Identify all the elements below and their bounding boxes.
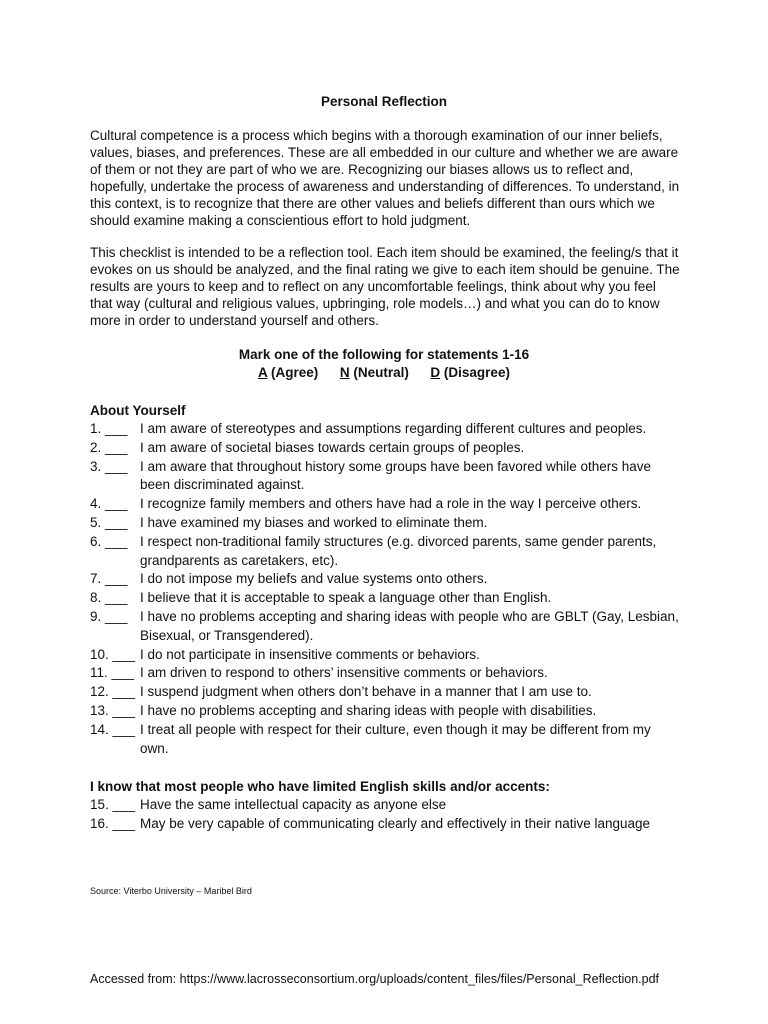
list-item (90, 589, 680, 608)
item-number: 11. ___ (90, 665, 135, 681)
item-number: 7. ___ (90, 571, 128, 587)
item-number: 14. ___ (90, 721, 136, 737)
checklist-paragraph: This checklist is intended to be a reflection tool. Each item should be examined, the feeling/s that it evokes on us should be analyzed, and the final rating we give to each item should be genuine. The results are yours to keep and to reflect on any uncomfortable feelings, think about why you feel that way (cultural and religious values, upbringing, role models…) and what you can do to know more in order to understand yourself and others. (90, 245, 680, 329)
item-text: I am driven to respond to others’ insensitive comments or behaviors. (140, 665, 548, 681)
list-item (90, 495, 680, 514)
instructions-line: Mark one of the following for statements 1-16 (238, 347, 530, 362)
key-letter-disagree: D (430, 365, 441, 380)
list-item (90, 458, 680, 496)
list-item (90, 439, 680, 458)
list-item (90, 514, 680, 533)
item-number: 1. ___ (90, 421, 128, 436)
list-item (90, 533, 680, 571)
item-number: 4. ___ (90, 496, 128, 512)
key-label-disagree: (Disagree) (443, 365, 510, 380)
item-text: I have no problems accepting and sharing ideas with people who are GBLT (Gay, Lesbian, Bisexual, or Transgendered). (140, 608, 679, 643)
list-item (90, 646, 680, 665)
item-number: 13. ___ (90, 702, 136, 718)
item-text: May be very capable of communicating clearly and effectively in their native language (140, 815, 651, 831)
statement-list-limited-english (90, 796, 680, 834)
item-text: I have no problems accepting and sharing ideas with people with disabilities. (140, 702, 597, 718)
item-number: 15. ___ (90, 797, 136, 812)
item-text: I do not participate in insensitive comments or behaviors. (140, 646, 480, 662)
item-number: 6. ___ (90, 533, 128, 549)
item-text: I am aware of societal biases towards certain groups of peoples. (140, 439, 525, 455)
key-letter-agree: A (258, 365, 268, 380)
item-text: Have the same intellectual capacity as anyone else (140, 797, 447, 812)
intro-paragraph: Cultural competence is a process which begins with a thorough examination of our inner beliefs, values, biases, and preferences. These are all embedded in our culture and whether we are aware of them or not they are part of who we are. Recognizing our biases allows us to reflect and, hopefully, undertake the process of awareness and understanding of differences. To understand, in this context, is to recognize that there are other values and beliefs different than ours which we should examine making a conscientious effort to hold judgment. (90, 128, 680, 229)
section-heading-about-yourself: About Yourself (90, 403, 186, 418)
item-text: I treat all people with respect for their culture, even though it may be different from my own. (140, 721, 651, 756)
item-text: I believe that it is acceptable to speak a language other than English. (140, 590, 552, 606)
item-text: I am aware of stereotypes and assumptions regarding different cultures and peoples. (140, 421, 647, 436)
list-item (90, 702, 680, 721)
item-number: 9. ___ (90, 608, 128, 624)
list-item (90, 570, 680, 589)
item-text: I suspend judgment when others don’t behave in a manner that I am use to. (140, 684, 592, 700)
statement-list-about-yourself (90, 420, 680, 758)
list-item (90, 420, 680, 439)
page-title: Personal Reflection (320, 94, 448, 109)
item-number: 2. ___ (90, 439, 128, 455)
item-text: I recognize family members and others have had a role in the way I perceive others. (140, 496, 642, 512)
list-item (90, 683, 680, 702)
key-label-agree: (Agree) (271, 365, 319, 380)
item-number: 10. ___ (90, 646, 136, 662)
item-number: 5. ___ (90, 514, 128, 530)
item-number: 12. ___ (90, 684, 136, 700)
section-heading-limited-english: I know that most people who have limited English skills and/or accents: (90, 779, 550, 794)
key-label-neutral: (Neutral) (353, 365, 409, 380)
source-note: Source: Viterbo University – Maribel Bird (90, 886, 252, 896)
list-item (90, 664, 680, 683)
item-text: I am aware that throughout history some groups have been favored while others have been discriminated against. (140, 458, 652, 493)
item-number: 8. ___ (90, 590, 128, 606)
item-number: 16. ___ (90, 815, 136, 831)
list-item (90, 796, 680, 815)
accessed-from-footer: Accessed from: https://www.lacrosseconsortium.org/uploads/content_files/files/Personal_Reflection.pdf (90, 972, 660, 986)
list-item (90, 608, 680, 646)
item-number: 3. ___ (90, 458, 128, 474)
item-text: I do not impose my beliefs and value systems onto others. (140, 571, 488, 587)
list-item (90, 815, 680, 834)
item-text: I have examined my biases and worked to eliminate them. (140, 514, 488, 530)
rating-key (0, 364, 768, 381)
list-item (90, 721, 680, 759)
item-text: I respect non-traditional family structures (e.g. divorced parents, same gender parents, grandparents as caretakers, etc). (140, 533, 657, 568)
key-letter-neutral: N (339, 365, 350, 380)
